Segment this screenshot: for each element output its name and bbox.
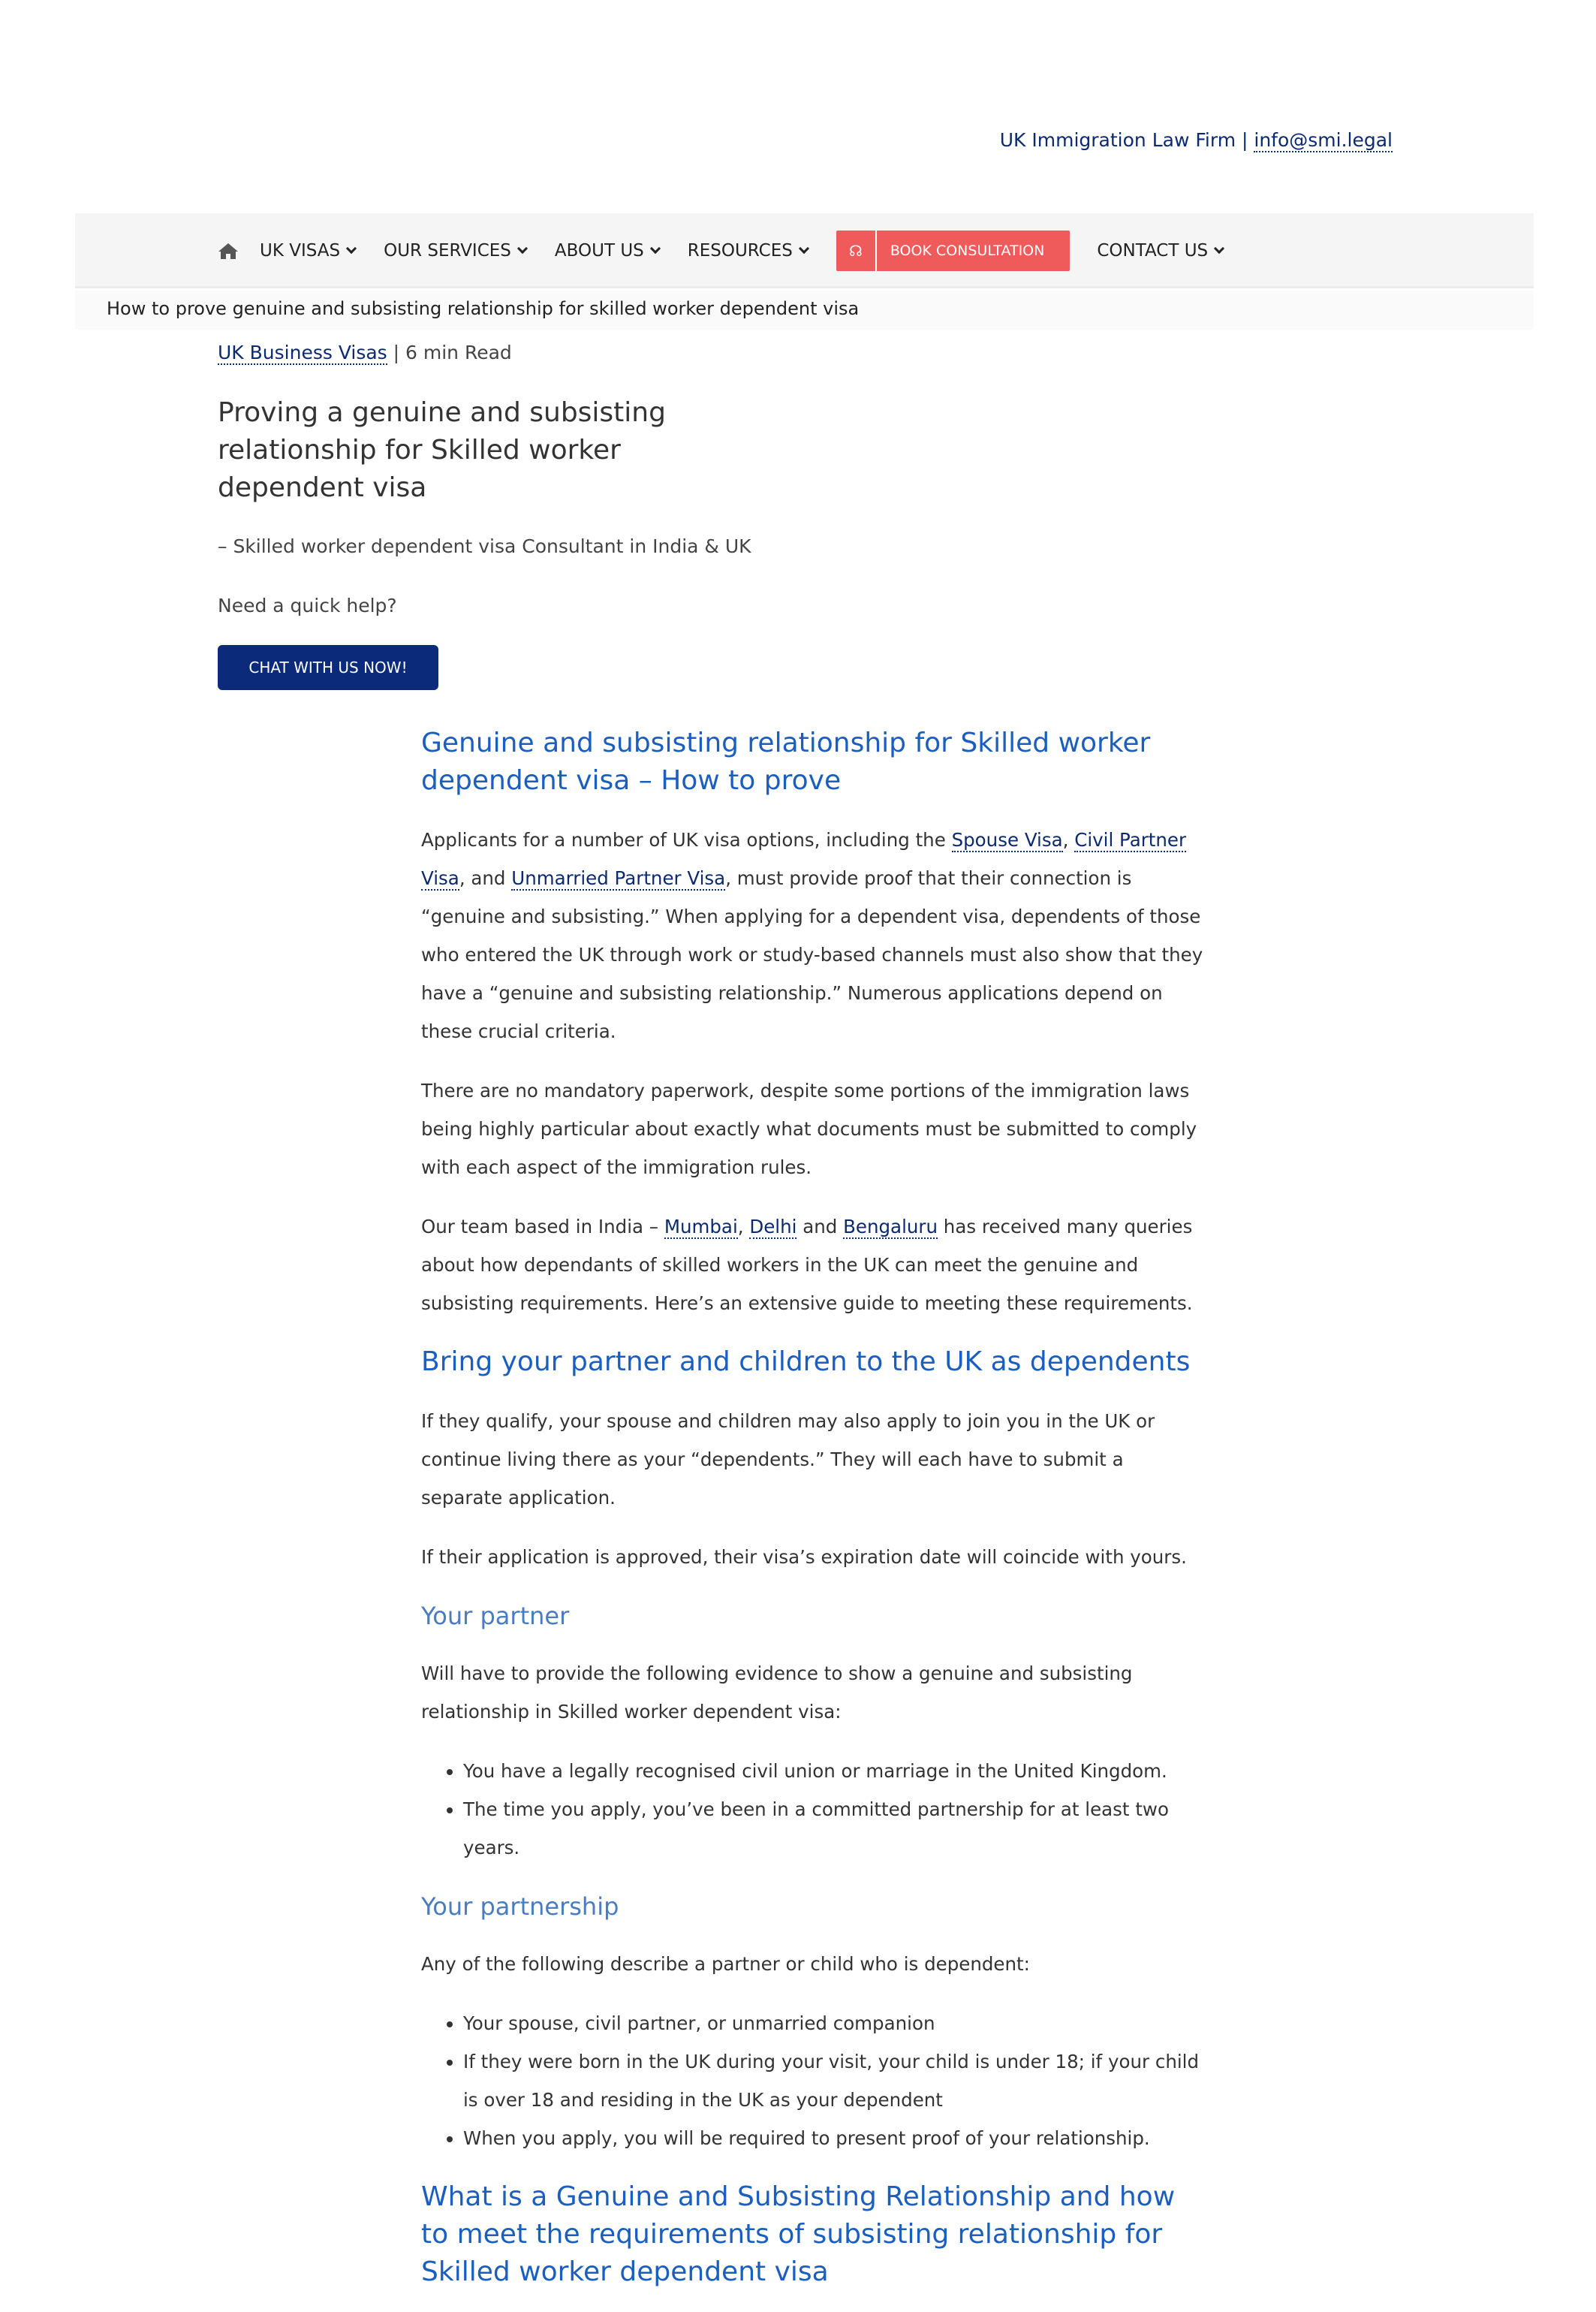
bullet-list [463,1752,1206,1867]
nav-resources[interactable] [688,241,808,261]
email-link[interactable]: info@smi.legal [1254,129,1393,151]
nav-our-services[interactable] [384,241,526,261]
main-nav [75,213,1534,288]
mumbai-link[interactable]: Mumbai [664,1216,738,1237]
top-contact-bar [1000,129,1393,151]
list-item: • Your spouse, civil partner, or unmarried companion [463,2004,1206,2042]
nav-label: RESOURCES [687,241,793,261]
chat-button[interactable]: CHAT WITH US NOW! [218,645,438,690]
text: has received many queries about how dependants of skilled workers in the UK can meet the genuine and subsisting requirements. Here’s an extensive guide to meeting these requirements. [421,1216,1193,1314]
breadcrumb: How to prove genuine and subsisting relationship for skilled worker dependent visa [75,291,1534,330]
list-item: • When you apply, you will be required to present proof of your relationship. [463,2119,1206,2157]
book-consultation-button[interactable] [836,231,1071,271]
chevron-down-icon [346,243,357,254]
text: , [1062,829,1075,851]
list-item: • The time you apply, you’ve been in a committed partnership for at least two years. [463,1790,1206,1867]
list-item: • If they were born in the UK during your visit, your child is under 18; if your child is over 18 and residing in the UK as your dependent [463,2042,1206,2119]
subsection-heading: Your partnership [421,1892,619,1921]
text: , and [459,867,512,889]
article-body [421,725,1206,2312]
text: , [737,1216,750,1237]
page-title: Proving a genuine and subsisting relationship for Skilled worker dependent visa [218,397,666,503]
firm-name: UK Immigration Law Firm [999,129,1236,151]
text: , must provide proof that their connection is “genuine and subsisting.” When applying for a dependent visa, dependents of those who entered the UK through work or study-based channels must also show that they have a “genuine and subsisting relationship.” Numerous applications depend on these crucial criteria. [421,867,1203,1042]
separator: | [1236,129,1254,151]
nav-label: ABOUT US [554,241,644,261]
help-text: Need a quick help? [218,595,397,616]
post-meta [218,342,512,363]
spouse-visa-link[interactable]: Spouse Visa [951,829,1063,851]
paragraph: If they qualify, your spouse and children may also apply to join you in the UK or continue living there as your “dependents.” They will each have to submit a separate application. [421,1410,1155,1509]
unmarried-partner-visa-link[interactable]: Unmarried Partner Visa [511,867,726,889]
delhi-link[interactable]: Delhi [749,1216,797,1237]
book-label: BOOK CONSULTATION [890,243,1045,259]
civil-partner-visa-link[interactable]: Civil Partner Visa [421,829,1187,889]
paragraph: Will have to provide the following evidence to show a genuine and subsisting relationship in Skilled worker dependent visa: [421,1662,1133,1723]
chevron-down-icon [1214,243,1224,254]
nav-label: UK VISAS [260,241,341,261]
subtitle: – Skilled worker dependent visa Consultant in India & UK [218,535,751,557]
nav-label: CONTACT US [1097,241,1209,261]
text: Our team based in India – [421,1216,664,1237]
paragraph [421,821,1206,1050]
subsection-heading: Your partner [421,1602,570,1630]
home-icon[interactable] [218,242,239,260]
paragraph: There are no mandatory paperwork, despite some portions of the immigration laws being highly particular about exactly what documents must be submitted to comply with each aspect of the immigration rules. [421,1080,1197,1178]
read-time: | 6 min Read [387,342,512,363]
section-heading: Genuine and subsisting relationship for Skilled worker dependent visa – How to prove [421,728,1151,796]
text: Applicants for a number of UK visa options, including the [421,829,952,851]
nav-about-us[interactable] [555,241,659,261]
section-heading: What is a Genuine and Subsisting Relationship and how to meet the requirements of subsisting relationship for Skilled worker dependent visa [421,2181,1176,2287]
nav-uk-visas[interactable] [260,241,355,261]
paragraph [421,1207,1206,1322]
list-item: • You have a legally recognised civil union or marriage in the United Kingdom. [463,1752,1206,1790]
headset-icon: ☊ [836,231,877,271]
text: and [796,1216,844,1237]
nav-contact-us[interactable] [1097,241,1223,261]
paragraph: If their application is approved, their visa’s expiration date will coincide with yours. [421,1546,1187,1568]
chevron-down-icon [650,243,661,254]
chevron-down-icon [517,243,528,254]
chevron-down-icon [799,243,809,254]
bengaluru-link[interactable]: Bengaluru [843,1216,938,1237]
section-heading: Bring your partner and children to the UK as dependents [421,1346,1191,1377]
bullet-list [463,2004,1206,2157]
nav-label: OUR SERVICES [384,241,511,261]
paragraph: Any of the following describe a partner or child who is dependent: [421,1953,1030,1975]
category-link[interactable]: UK Business Visas [218,342,387,363]
